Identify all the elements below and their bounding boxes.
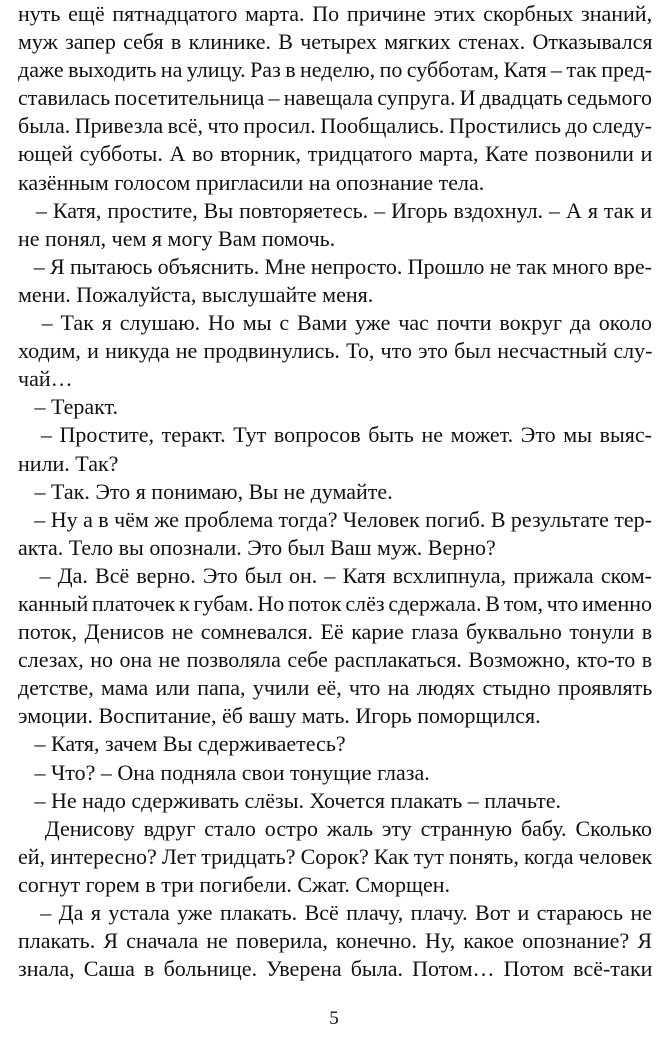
text-line: – Катя, простите, Вы повторяетесь. – Игорь вздохнул. – А я так и xyxy=(18,197,652,223)
text-line: – Ну а в чём же проблема тогда? Человек погиб. В результате тер- xyxy=(18,506,652,532)
text-line: даже выходить на улицу. Раз в неделю, по субботам, Катя – так пред- xyxy=(18,57,652,83)
text-line: чай… xyxy=(18,366,73,392)
text-line: – Да я устала уже плакать. Всё плачу, плачу. Вот и стараюсь не xyxy=(18,900,652,925)
text-line: – Что? – Она подняла свои тонущие глаза. xyxy=(18,759,430,785)
text-line: знала, Саша в больнице. Уверена была. Потом… Потом всё-таки xyxy=(18,956,653,982)
text-line: эмоции. Воспитание, ёб вашу мать. Игорь поморщился. xyxy=(18,703,541,729)
text-line: нили. Так? xyxy=(18,450,119,476)
text-line: поток, Денисов не сомневался. Её карие глаза буквально тонули в xyxy=(18,619,653,645)
text-line: не понял, чем я могу Вам помочь. xyxy=(18,225,336,251)
text-line: ей, интересно? Лет тридцать? Сорок? Как тут понять, когда человек xyxy=(18,843,653,869)
text-line: – Да. Всё верно. Это был он. – Катя всхлипнула, прижала ском- xyxy=(18,562,652,588)
text-line: ставилась посетительница – навещала супруга. И двадцать седьмого xyxy=(18,85,652,111)
text-line: – Теракт. xyxy=(18,394,118,420)
text-line: – Не надо сдерживать слёзы. Хочется плакать – плачьте. xyxy=(18,787,562,813)
text-line: детстве, мама или папа, учили её, что на людях стыдно проявлять xyxy=(18,675,653,701)
text-line: – Простите, теракт. Тут вопросов быть не может. Это мы выяс- xyxy=(18,422,652,448)
text-line: Денисову вдруг стало остро жаль эту странную бабу. Сколько xyxy=(18,815,652,841)
text-line: канный платочек к губам. Но поток слёз сдержала. В том, что именно xyxy=(18,590,652,616)
text-line: нуть ещё пятнадцатого марта. По причине этих скорбных знаний, xyxy=(18,1,653,26)
text-line: – Так. Это я понимаю, Вы не думайте. xyxy=(18,478,393,504)
text-line: муж запер себя в клинике. В четырех мягких стенах. Отказывался xyxy=(18,29,653,55)
text-line: согнут горем в три погибели. Сжат. Сморщен. xyxy=(18,871,450,897)
page-text xyxy=(18,0,652,983)
page-number: 5 xyxy=(329,1008,339,1029)
text-line: акта. Тело вы опознали. Это был Ваш муж. Верно? xyxy=(18,534,496,560)
text-line: слезах, но она не позволяла себе расплакаться. Возможно, кто-то в xyxy=(18,647,653,673)
text-line: ющей субботы. А во вторник, тридцатого марта, Кате позвонили и xyxy=(18,141,653,167)
text-line: плакать. Я сначала не поверила, конечно. Ну, какое опознание? Я xyxy=(18,928,652,954)
text-line: казённым голосом пригласили на опознание тела. xyxy=(18,169,485,195)
text-line: – Катя, зачем Вы сдерживаетесь? xyxy=(18,731,346,757)
text-line: мени. Пожалуйста, выслушайте меня. xyxy=(18,281,374,307)
text-line: была. Привезла всё, что просил. Пообщались. Простились до следу- xyxy=(18,113,652,139)
text-line: – Я пытаюсь объяснить. Мне непросто. Прошло не так много вре- xyxy=(18,253,652,279)
text-line: – Так я слушаю. Но мы с Вами уже час почти вокруг да около xyxy=(18,310,652,336)
text-line: ходим, и никуда не продвинулись. То, что это был несчастный слу- xyxy=(18,338,653,364)
